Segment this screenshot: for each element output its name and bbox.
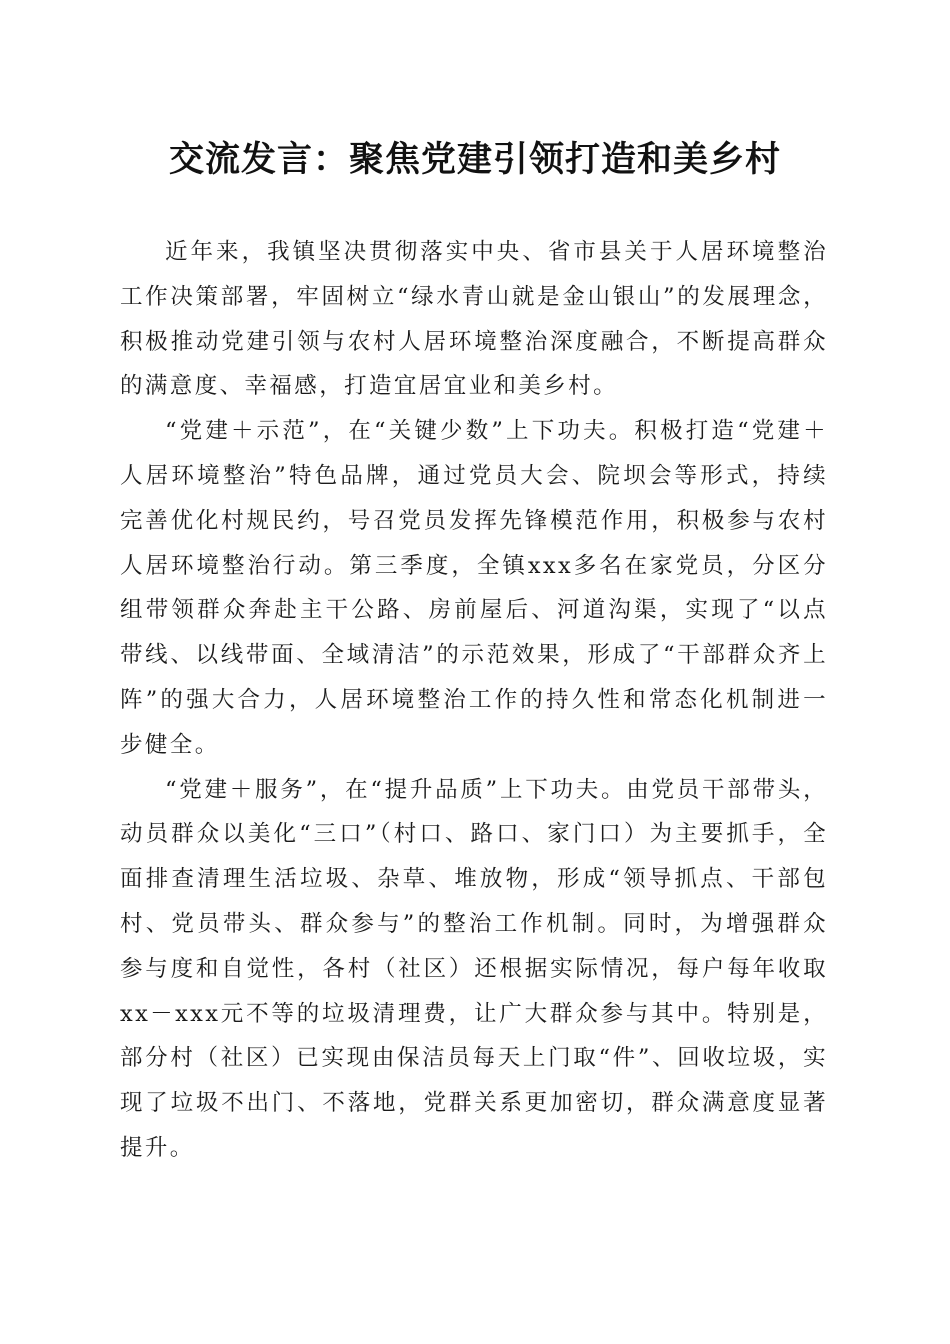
paragraph-service: “党建＋服务”，在“提升品质”上下功夫。由党员干部带头，动员群众以美化“三口”（村口、路口、家门口）为主要抓手，全面排查清理生活垃圾、杂草、堆放物，形成“领导抓点、干部包村、党员带头、群众参与”的整治工作机制。同时，为增强群众参与度和自觉性，各村（社区）还根据实际情况，每户每年收取xx－xxx元不等的垃圾清理费，让广大群众参与其中。特别是，部分村（社区）已实现由保洁员每天上门取“件”、回收垃圾，实现了垃圾不出门、不落地，党群关系更加密切，群众满意度显著提升。 <box>120 776 828 1161</box>
document-title: 交流发言：聚焦党建引领打造和美乡村 <box>168 139 781 180</box>
paragraph-intro: 近年来，我镇坚决贯彻落实中央、省市县关于人居环境整治工作决策部署，牢固树立“绿水青山就是金山银山”的发展理念，积极推动党建引领与农村人居环境整治深度融合，不断提高群众的满意度、幸福感，打造宜居宜业和美乡村。 <box>120 239 828 400</box>
document-body <box>120 230 828 1171</box>
paragraph-demonstration: “党建＋示范”，在“关键少数”上下功夫。积极打造“党建＋人居环境整治”特色品牌，通过党员大会、院坝会等形式，持续完善优化村规民约，号召党员发挥先锋模范作用，积极参与农村人居环境整治行动。第三季度，全镇xxx多名在家党员，分区分组带领群众奔赴主干公路、房前屋后、河道沟渠，实现了“以点带线、以线带面、全域清洁”的示范效果，形成了“干部群众齐上阵”的强大合力，人居环境整治工作的持久性和常态化机制进一步健全。 <box>120 418 828 758</box>
